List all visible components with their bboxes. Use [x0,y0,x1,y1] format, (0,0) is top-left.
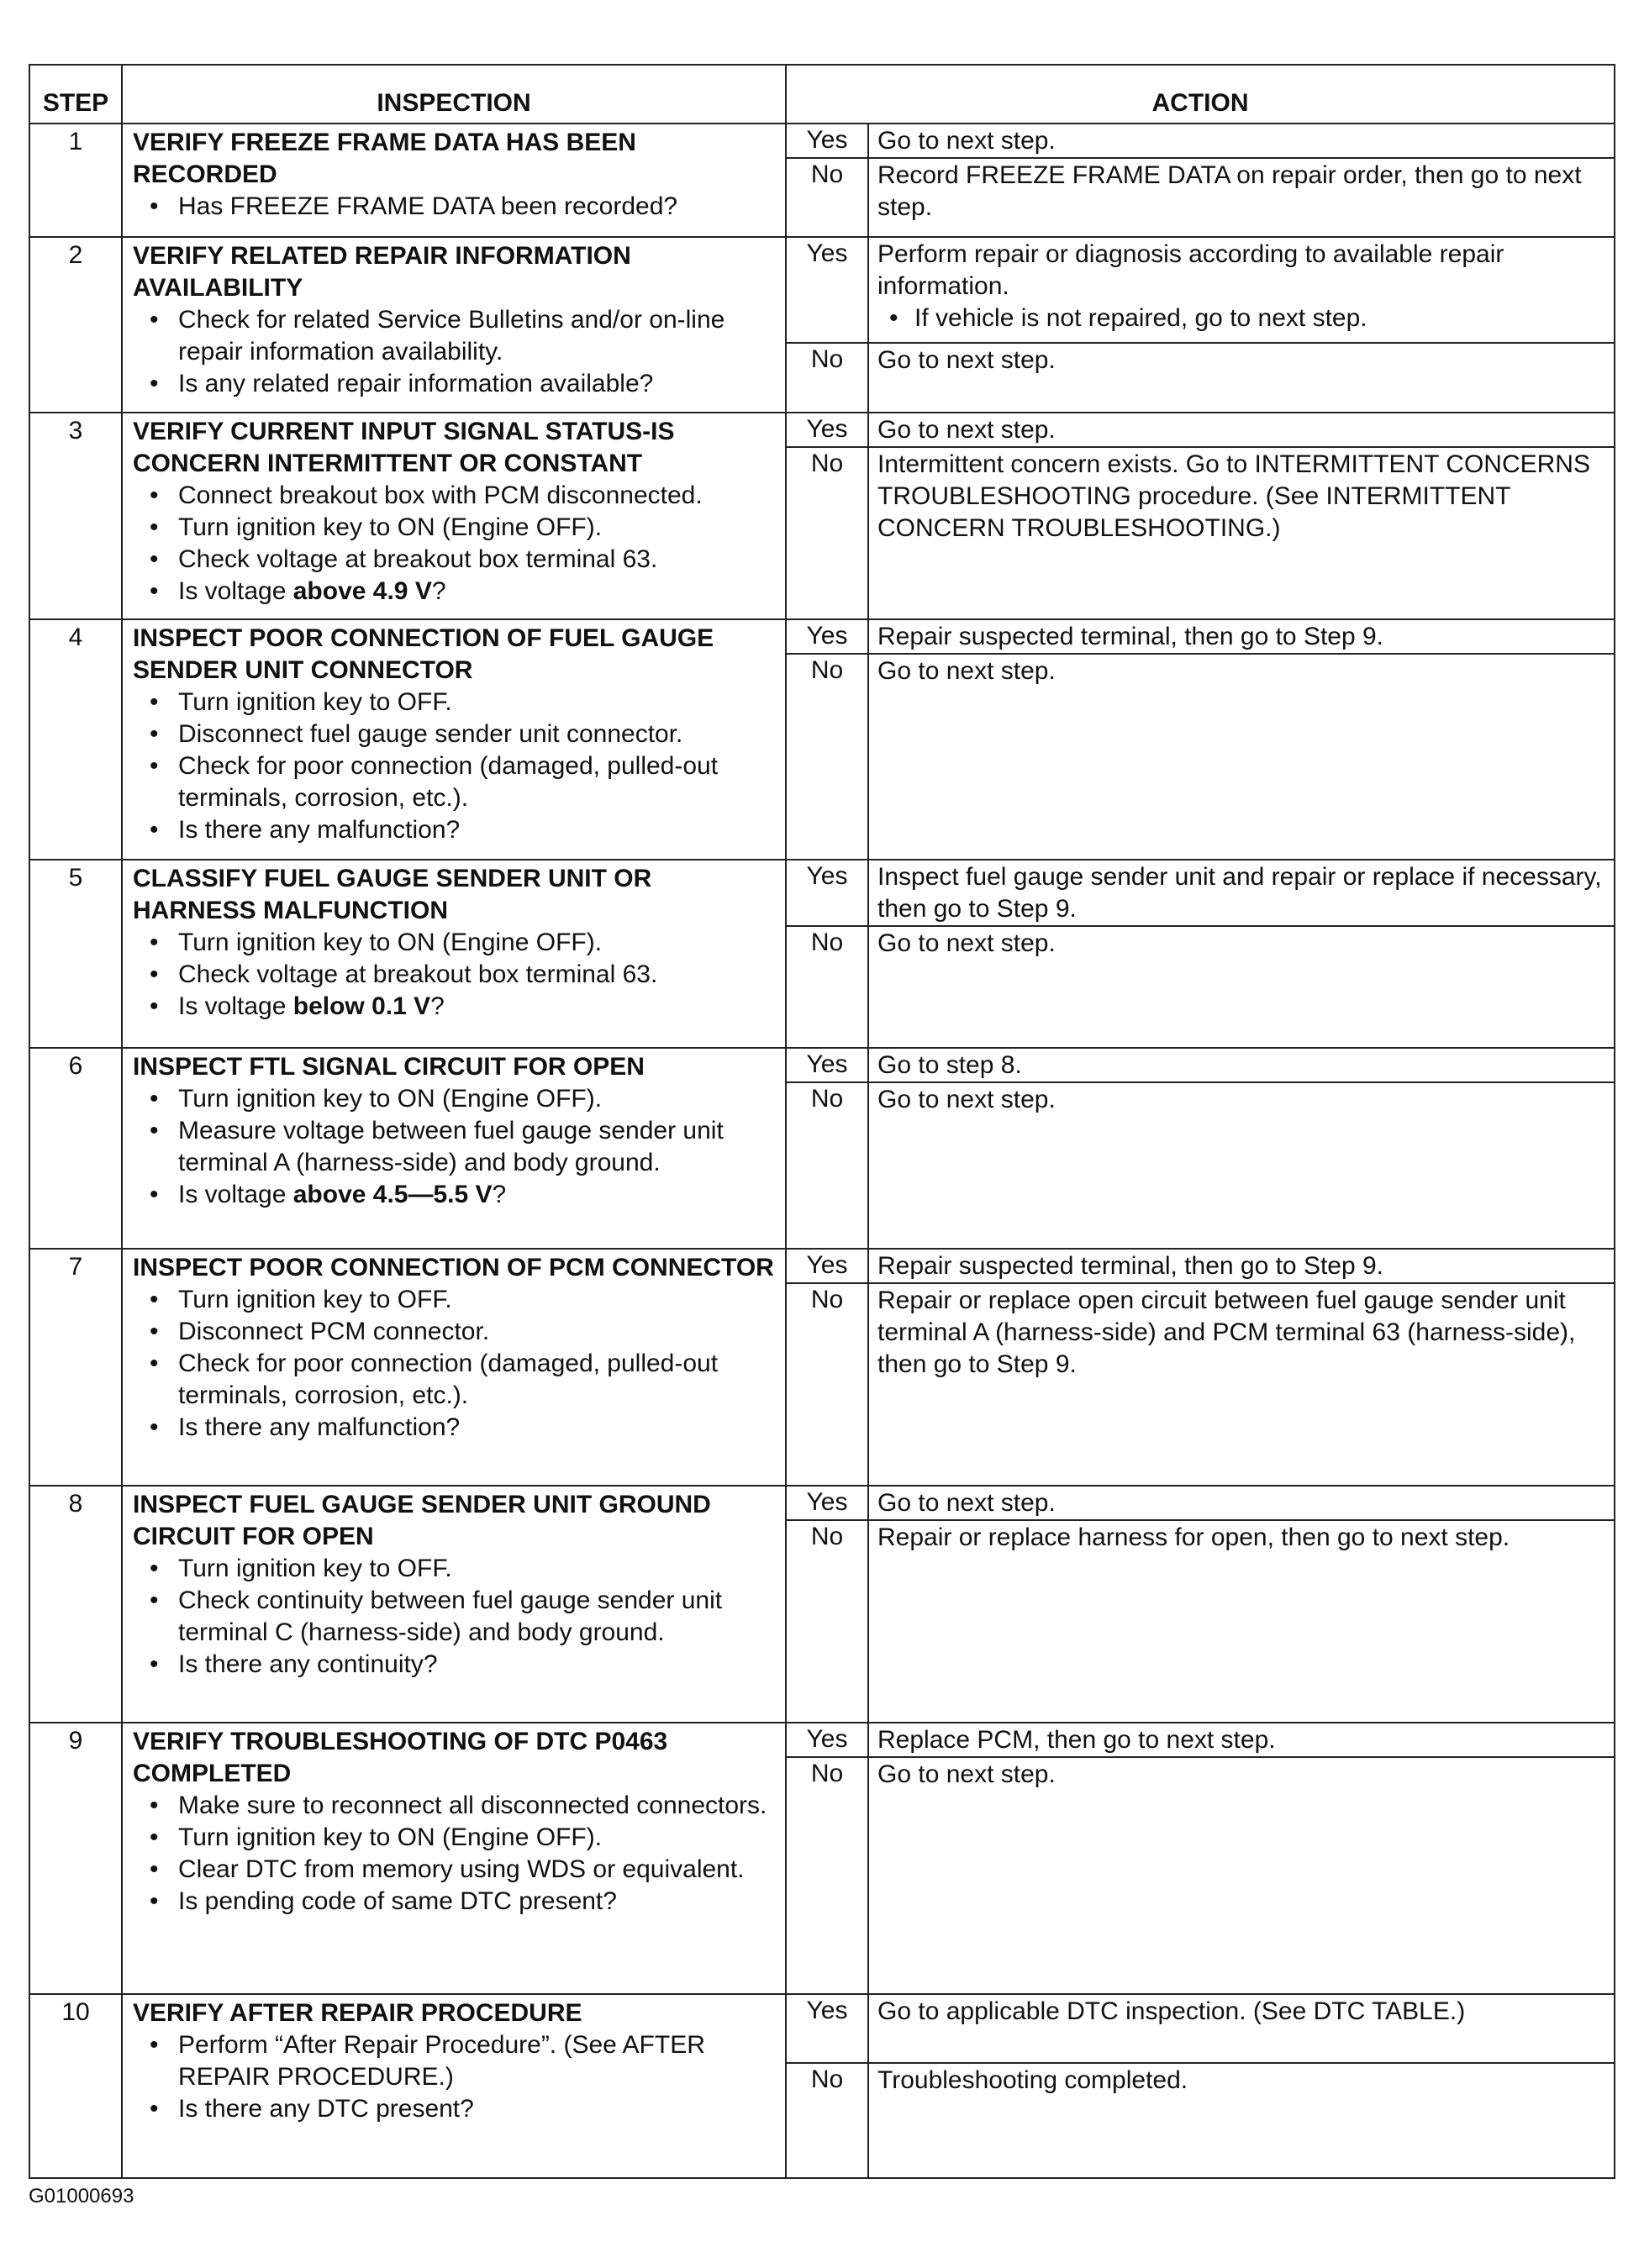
no-label: No [786,2063,868,2178]
inspection-title: VERIFY TROUBLESHOOTING OF DTC P0463 COMPLETED [133,1728,668,1787]
no-action: Repair or replace open circuit between fuel gauge sender unit terminal A (harness-side) and PCM terminal 63 (harness-side), then go to Step 9. [868,1283,1615,1486]
bullet-text: Is there any malfunction? [178,816,461,844]
no-label: No [786,447,868,619]
bullet-text: Turn ignition key to ON (Engine OFF). [178,929,603,956]
no-label: No [786,654,868,860]
bullet-value: below 0.1 V [292,992,431,1020]
bullet-text: ? [492,1181,507,1208]
inspection-bullets [133,1553,775,1681]
bullet-text: Check for poor connection (damaged, pulled-out terminals, corrosion, etc.). [178,752,719,812]
table-row [29,1048,1615,1082]
inspection-bullet [133,191,775,223]
yes-action [868,1994,1615,2063]
bullet-text: Measure voltage between fuel gauge sender unit terminal A (harness-side) and body ground. [178,1117,724,1176]
yes-label: Yes [786,1249,868,1283]
no-label: No [786,343,868,413]
yes-label: Yes [786,1723,868,1757]
bullet-text: Clear DTC from memory using WDS or equivalent. [178,1855,745,1883]
inspection-bullets [133,2029,775,2125]
yes-action [868,1249,1615,1283]
yes-label: Yes [786,860,868,926]
inspection-bullet [133,544,775,576]
inspection-cell [122,413,786,619]
no-action: Go to next step. [868,654,1615,860]
yes-action [868,1486,1615,1520]
bullet-text: Turn ignition key to OFF. [178,1555,452,1582]
bullet-text: Has FREEZE FRAME DATA been recorded? [178,192,678,220]
yes-label: Yes [786,1486,868,1520]
no-action: Go to next step. [868,926,1615,1048]
bullet-text: Is voltage [178,1181,293,1208]
inspection-bullet [133,1553,775,1585]
table-row [29,237,1615,343]
bullet-text: Turn ignition key to ON (Engine OFF). [178,1823,603,1851]
inspection-cell [122,1486,786,1723]
yes-action-text: Repair suspected terminal, then go to Step 9. [877,623,1384,650]
inspection-bullets [133,1284,775,1444]
bullet-text: Turn ignition key to ON (Engine OFF). [178,1085,603,1113]
bullet-text: Check voltage at breakout box terminal 63. [178,545,658,573]
yes-action-text: Go to step 8. [877,1051,1022,1079]
yes-action [868,1723,1615,1757]
yes-action [868,413,1615,447]
bullet-text: Check for poor connection (damaged, pulled-out terminals, corrosion, etc.). [178,1350,719,1409]
step-number: 3 [29,413,122,619]
bullet-value: above 4.5—5.5 V [292,1181,493,1208]
inspection-cell [122,619,786,860]
step-number: 10 [29,1994,122,2178]
inspection-title: VERIFY AFTER REPAIR PROCEDURE [133,1999,582,2027]
inspection-bullet [133,1083,775,1115]
no-label: No [786,926,868,1048]
yes-action [868,860,1615,926]
inspection-bullet [133,814,775,846]
yes-action-subbullet: • If vehicle is not repaired, go to next step. [877,303,1605,334]
inspection-header: INSPECTION [122,65,786,124]
bullet-text: ? [431,577,446,605]
inspection-cell [122,1249,786,1486]
step-number: 8 [29,1486,122,1723]
inspection-bullet [133,1179,775,1211]
inspection-bullet [133,959,775,991]
yes-action [868,124,1615,158]
yes-action [868,237,1615,343]
yes-action-text: Go to next step. [877,1489,1056,1517]
inspection-bullet [133,750,775,814]
inspection-title: VERIFY CURRENT INPUT SIGNAL STATUS-IS CONCERN INTERMITTENT OR CONSTANT [133,418,675,477]
inspection-cell [122,1994,786,2178]
table-row [29,1486,1615,1520]
inspection-bullets [133,1083,775,1211]
bullet-text: ? [430,992,445,1020]
inspection-bullet [133,368,775,400]
step-number: 5 [29,860,122,1048]
bullet-text: Disconnect PCM connector. [178,1318,490,1345]
inspection-bullets [133,191,775,223]
inspection-title: INSPECT POOR CONNECTION OF FUEL GAUGE SENDER UNIT CONNECTOR [133,624,714,684]
inspection-bullet [133,1649,775,1681]
yes-action-text: Repair suspected terminal, then go to Step 9. [877,1252,1384,1280]
inspection-bullet [133,304,775,368]
no-action: Intermittent concern exists. Go to INTERMITTENT CONCERNS TROUBLESHOOTING procedure. (See INTERMITTENT CONCERN TROUBLESHOOTING.) [868,447,1615,619]
inspection-cell [122,1048,786,1249]
no-action: Repair or replace harness for open, then go to next step. [868,1520,1615,1723]
step-number: 6 [29,1048,122,1249]
bullet-text: Is there any DTC present? [178,2095,474,2123]
bullet-text: Check voltage at breakout box terminal 63. [178,960,658,988]
header-row [29,65,1615,124]
table-row [29,1994,1615,2063]
bullet-text: Perform “After Repair Procedure”. (See AFTER REPAIR PROCEDURE.) [178,2031,705,2091]
inspection-bullet [133,576,775,608]
inspection-title: INSPECT FTL SIGNAL CIRCUIT FOR OPEN [133,1053,645,1081]
inspection-bullet [133,1412,775,1444]
bullet-text: Turn ignition key to OFF. [178,1286,452,1313]
yes-action-text: Replace PCM, then go to next step. [877,1726,1276,1754]
yes-label: Yes [786,1048,868,1082]
inspection-bullet [133,687,775,718]
inspection-bullet [133,2093,775,2125]
no-action: Go to next step. [868,1757,1615,1994]
bullet-text: Is any related repair information available? [178,370,654,397]
no-label: No [786,1082,868,1249]
inspection-bullets [133,687,775,846]
bullet-text: Check for related Service Bulletins and/or on-line repair information availability. [178,306,725,366]
inspection-bullet [133,1790,775,1822]
yes-action-text: Perform repair or diagnosis according to available repair information. [877,240,1504,300]
inspection-bullet [133,2029,775,2093]
bullet-text: Disconnect fuel gauge sender unit connector. [178,720,683,748]
yes-label: Yes [786,1994,868,2063]
bullet-text: Is there any malfunction? [178,1413,461,1441]
inspection-bullet [133,991,775,1023]
bullet-text: Check continuity between fuel gauge sender unit terminal C (harness-side) and body ground. [178,1587,723,1646]
yes-action [868,619,1615,654]
inspection-bullet [133,1348,775,1412]
no-label: No [786,158,868,237]
inspection-bullet [133,1284,775,1316]
yes-action-text: Inspect fuel gauge sender unit and repair or replace if necessary, then go to Step 9. [877,863,1602,923]
yes-label: Yes [786,124,868,158]
table-row [29,124,1615,158]
inspection-cell [122,860,786,1048]
inspection-title: CLASSIFY FUEL GAUGE SENDER UNIT OR HARNESS MALFUNCTION [133,865,652,924]
table-row [29,1249,1615,1283]
bullet-text: Is voltage [178,577,293,605]
table-row [29,413,1615,447]
troubleshooting-table [29,64,1615,2179]
step-number: 7 [29,1249,122,1486]
action-header: ACTION [786,65,1615,124]
bullet-text: Is pending code of same DTC present? [178,1887,617,1915]
table-row [29,860,1615,926]
bullet-text: Turn ignition key to OFF. [178,688,452,716]
inspection-bullets [133,304,775,400]
no-action: Go to next step. [868,343,1615,413]
inspection-bullet [133,1115,775,1179]
inspection-bullet [133,1854,775,1886]
inspection-bullets [133,480,775,608]
bullet-text: Make sure to reconnect all disconnected connectors. [178,1792,767,1819]
step-number: 4 [29,619,122,860]
no-label: No [786,1520,868,1723]
inspection-bullet [133,927,775,959]
bullet-text: Turn ignition key to ON (Engine OFF). [178,513,603,541]
yes-action-text: Go to next step. [877,416,1056,444]
inspection-bullet [133,1886,775,1918]
bullet-text: Is voltage [178,992,293,1020]
step-number: 9 [29,1723,122,1994]
inspection-title: INSPECT POOR CONNECTION OF PCM CONNECTOR [133,1254,774,1281]
yes-action-text: Go to applicable DTC inspection. (See DTC TABLE.) [877,1997,1466,2025]
inspection-title: VERIFY FREEZE FRAME DATA HAS BEEN RECORDED [133,129,636,188]
inspection-bullet [133,1585,775,1649]
bullet-value: above 4.9 V [292,577,432,605]
no-label: No [786,1757,868,1994]
inspection-bullet [133,1316,775,1348]
bullet-text: Is there any continuity? [178,1650,438,1678]
table-row [29,1723,1615,1757]
inspection-title: VERIFY RELATED REPAIR INFORMATION AVAILABILITY [133,242,631,302]
step-header: STEP [29,65,122,124]
no-action: Record FREEZE FRAME DATA on repair order, then go to next step. [868,158,1615,237]
inspection-bullet [133,480,775,512]
bullet-text: Connect breakout box with PCM disconnected. [178,481,703,509]
inspection-bullets [133,927,775,1023]
yes-action-text: Go to next step. [877,127,1056,155]
inspection-cell [122,124,786,237]
no-label: No [786,1283,868,1486]
yes-label: Yes [786,413,868,447]
step-number: 1 [29,124,122,237]
inspection-bullet [133,718,775,750]
yes-action-subbullets [877,303,1605,334]
inspection-cell [122,1723,786,1994]
yes-action [868,1048,1615,1082]
yes-label: Yes [786,619,868,654]
step-number: 2 [29,237,122,413]
inspection-bullets [133,1790,775,1918]
no-action: Go to next step. [868,1082,1615,1249]
inspection-bullet [133,512,775,544]
yes-label: Yes [786,237,868,343]
inspection-title: INSPECT FUEL GAUGE SENDER UNIT GROUND CIRCUIT FOR OPEN [133,1491,711,1550]
inspection-bullet [133,1822,775,1854]
table-row [29,619,1615,654]
figure-id: G01000693 [29,2185,134,2207]
no-action: Troubleshooting completed. [868,2063,1615,2178]
inspection-cell [122,237,786,413]
